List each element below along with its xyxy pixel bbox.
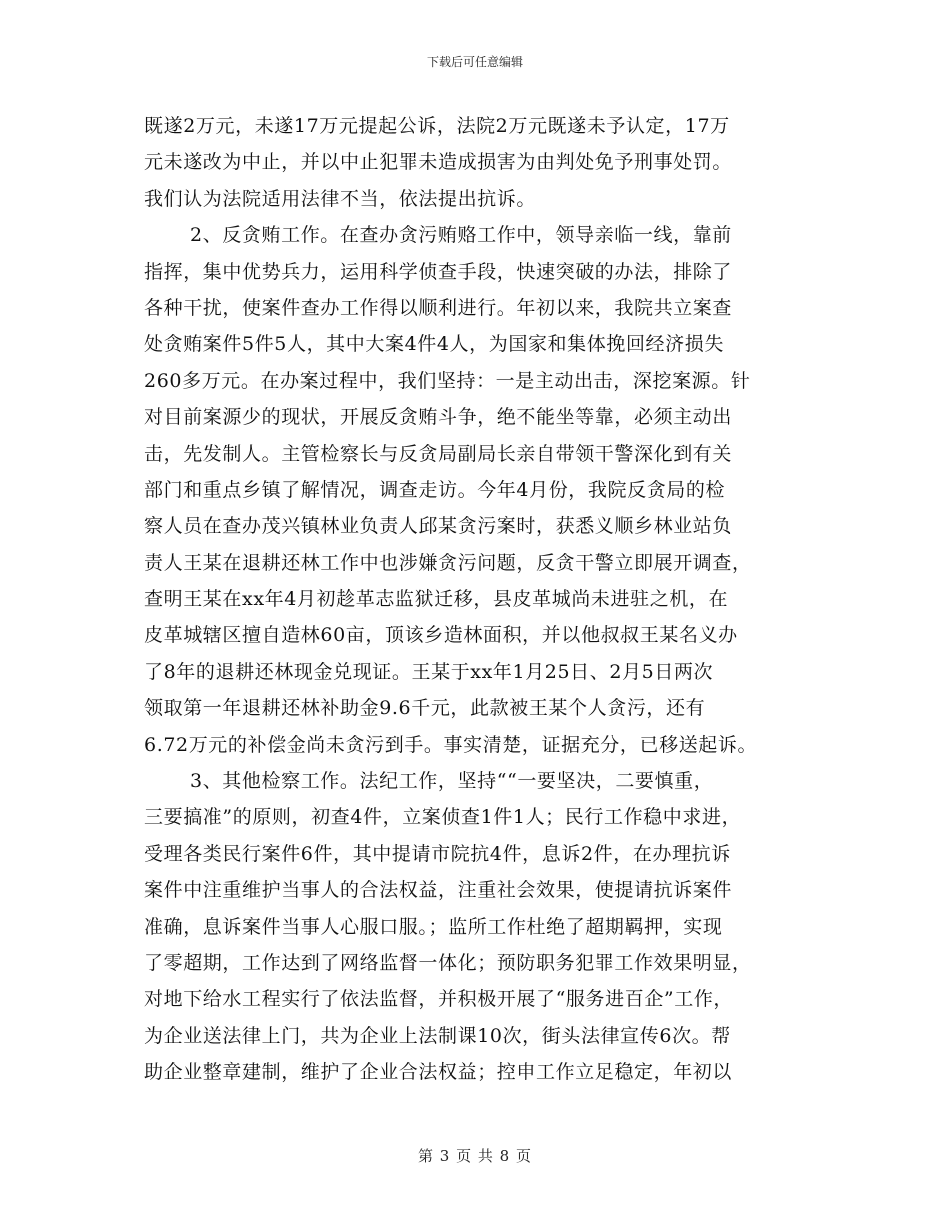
text-line: 责人王某在退耕还林工作中也涉嫌贪污问题，反贪干警立即展开调查， bbox=[144, 551, 752, 574]
text-line: 案件中注重维护当事人的合法权益，注重社会效果，使提请抗诉案件 bbox=[144, 879, 733, 902]
text-line: 为企业送法律上门，共为企业上法制课10次，街头法律宣传6次。帮 bbox=[144, 1024, 731, 1047]
text-line: 处贪贿案件5件5人，其中大案4件4人，为国家和集体挽回经济损失 bbox=[144, 333, 724, 356]
text-line: 元未遂改为中止，并以中止犯罪未造成损害为由判处免予刑事处罚。 bbox=[144, 151, 733, 174]
paragraph-start-line: 3、其他检察工作。法纪工作，坚持““一要坚决，二要慎重， bbox=[190, 770, 714, 793]
text-line: 对目前案源少的现状，开展反贪贿斗争，绝不能坐等靠，必须主动出 bbox=[144, 406, 733, 429]
text-line: 察人员在查办茂兴镇林业负责人邱某贪污案时，获悉义顺乡林业站负 bbox=[144, 515, 733, 538]
text-line: 我们认为法院适用法律不当，依法提出抗诉。 bbox=[144, 187, 537, 210]
text-line: 助企业整章建制，维护了企业合法权益；控申工作立足稳定，年初以 bbox=[144, 1061, 733, 1084]
body-text bbox=[144, 108, 814, 1091]
text-line: 皮革城辖区擅自造林60亩，顶该乡造林面积，并以他叔叔王某名义办 bbox=[144, 624, 738, 647]
page-header: 下载后可任意编辑 bbox=[426, 55, 523, 69]
paragraph-start-line: 2、反贪贿工作。在查办贪污贿赂工作中，领导亲临一线，靠前 bbox=[190, 224, 732, 247]
text-line: 部门和重点乡镇了解情况，调查走访。今年4月份，我院反贪局的检 bbox=[144, 478, 726, 501]
text-line: 准确，息诉案件当事人心服口服。；监所工作杜绝了超期羁押，实现 bbox=[144, 915, 723, 938]
text-line: 6.72万元的补偿金尚未贪污到手。事实清楚，证据充分，已移送起诉。 bbox=[144, 733, 758, 756]
text-line: 260多万元。在办案过程中，我们坚持：一是主动出击，深挖案源。针 bbox=[144, 369, 751, 392]
text-line: 三要搞准”的原则，初查4件，立案侦查1件1人；民行工作稳中求进， bbox=[144, 806, 742, 829]
page-number-footer: 第 3 页 共 8 页 bbox=[418, 1147, 532, 1165]
text-line: 了零超期，工作达到了网络监督一体化；预防职务犯罪工作效果明显， bbox=[144, 951, 752, 974]
text-line: 指挥，集中优势兵力，运用科学侦查手段，快速突破的办法，排除了 bbox=[144, 260, 733, 283]
text-line: 领取第一年退耕还林补助金9.6千元，此款被王某个人贪污，还有 bbox=[144, 697, 706, 720]
text-line: 受理各类民行案件6件，其中提请市院抗4件，息诉2件，在办理抗诉 bbox=[144, 842, 731, 865]
text-line: 击，先发制人。主管检察长与反贪局副局长亲自带领干警深化到有关 bbox=[144, 442, 733, 465]
text-line: 既遂2万元，未遂17万元提起公诉，法院2万元既遂未予认定，17万 bbox=[144, 115, 730, 137]
text-line: 对地下给水工程实行了依法监督，并积极开展了“服务进百企”工作， bbox=[144, 988, 734, 1011]
text-line: 了8年的退耕还林现金兑现证。王某于xx年1月25日、2月5日两次 bbox=[144, 660, 714, 683]
text-line: 查明王某在xx年4月初趁革志监狱迁移，县皮革城尚未进驻之机，在 bbox=[144, 588, 729, 611]
text-line: 各种干扰，使案件查办工作得以顺利进行。年初以来，我院共立案查 bbox=[144, 296, 733, 319]
